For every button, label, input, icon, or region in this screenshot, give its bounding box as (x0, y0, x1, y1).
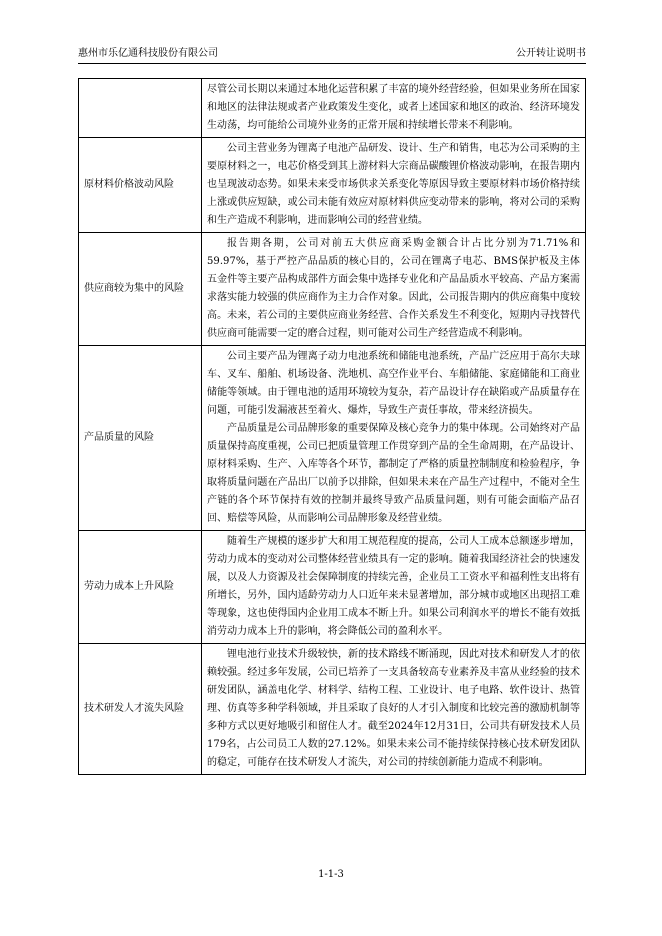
risk-description (202, 233, 586, 346)
risk-description (202, 138, 586, 233)
table-row (79, 644, 586, 775)
table-row (79, 233, 586, 346)
table-row (79, 531, 586, 644)
page-header (78, 47, 586, 63)
risk-label: 技术研发人才流失风险 (79, 644, 202, 775)
risk-label: 原材料价格波动风险 (79, 138, 202, 233)
risk-label: 产品质量的风险 (79, 346, 202, 531)
risk-paragraph: 随着生产规模的逐步扩大和用工规范程度的提高，公司人工成本总额逐步增加，劳动力成本的变动对公司整体经营业绩具有一定的影响。随着我国经济社会的快速发展，以及人力资源及社会保障制度的持续完善，企业员工工资水平和福利性支出将有所增长，另外，国内适龄劳动力人口近年来未显著增加，部分城市或地区出现招工难等现象，这也使得国内企业用工成本不断上升。如果公司利润水平的增长不能有效抵消劳动力成本上升的影响，将会降低公司的盈利水平。 (207, 536, 580, 637)
risk-table (78, 78, 586, 775)
risk-label (79, 79, 202, 138)
document-title: 公开转让说明书 (516, 48, 586, 59)
risk-label: 供应商较为集中的风险 (79, 233, 202, 346)
risk-description (202, 79, 586, 138)
table-row (79, 79, 586, 138)
header-divider (78, 63, 586, 64)
risk-paragraph: 报告期各期，公司对前五大供应商采购金额合计占比分别为71.71%和59.97%，基于严控产品品质的核心目的，公司在锂离子电芯、BMS保护板及主体五金件等主要产品构成部件方面会集中选择专业化和产品品质水平较高、产品方案需求落实能力较强的供应商作为主力合作对象。因此，公司报告期内的供应商集中度较高。未来，若公司的主要供应商业务经营、合作关系发生不利变化，短期内寻找替代供应商可能需要一定的磨合过程，则可能对公司生产经营造成不利影响。 (207, 238, 580, 339)
risk-paragraph: 公司主营业务为锂离子电池产品研发、设计、生产和销售，电芯为公司采购的主要原材料之一，电芯价格受到其上游材料大宗商品碳酸锂价格波动影响，在报告期内也呈现波动态势。如果未来受市场供求关系变化等原因导致主要原材料市场价格持续上涨或供应短缺，或公司未能有效应对原材料供应变动带来的影响，将对公司的采购和生产造成不利影响，进而影响公司的经营业绩。 (207, 143, 580, 226)
risk-paragraph: 产品质量是公司品牌形象的重要保障及核心竞争力的集中体现。公司始终对产品质量保持高度重视，公司已把质量管理工作贯穿到产品的全生命周期，在产品设计、原材料采购、生产、入库等各个环节，都制定了严格的质量控制制度和检验程序，争取将质量问题在产品出厂以前予以排除，但如果未来在产品生产过程中，不能对全生产链的各个环节保持有效的控制并最终导致产品质量问题，则有可能会面临产品召回、赔偿等风险，从而影响公司品牌形象及经营业绩。 (207, 423, 580, 524)
risk-label: 劳动力成本上升风险 (79, 531, 202, 644)
risk-paragraph: 尽管公司长期以来通过本地化运营积累了丰富的境外经营经验，但如果业务所在国家和地区的法律法规或者产业政策发生变化，或者上述国家和地区的政治、经济环境发生动荡，均可能给公司境外业务的正常开展和持续增长带来不利影响。 (207, 84, 580, 131)
risk-description (202, 644, 586, 775)
table-row (79, 138, 586, 233)
risk-paragraph: 锂电池行业技术升级较快，新的技术路线不断涌现，因此对技术和研发人才的依赖较强。经过多年发展，公司已培养了一支具备较高专业素养及丰富从业经验的技术研发团队，涵盖电化学、材料学、结构工程、工业设计、电子电路、软件设计、热管理、仿真等多种学科领域，并且采取了良好的人才引入制度和比较完善的激励机制等多种方式以更好地吸引和留住人才。截至2024年12月31日，公司共有研发技术人员179名，占公司员工人数的27.12%。如果未来公司不能持续保持核心技术研发团队的稳定，可能存在技术研发人才流失，对公司的持续创新能力造成不利影响。 (207, 649, 580, 768)
table-row (79, 346, 586, 531)
page-number: 1-1-3 (318, 869, 344, 880)
company-name: 惠州市乐亿通科技股份有限公司 (78, 48, 218, 59)
risk-description (202, 531, 586, 644)
risk-paragraph: 公司主要产品为锂离子动力电池系统和储能电池系统，产品广泛应用于高尔夫球车、叉车、船舶、机场设备、洗地机、高空作业平台、车船储能、家庭储能和工商业储能等领域。由于锂电池的适用环境较为复杂，若产品设计存在缺陷或产品质量存在问题，可能引发漏液甚至着火、爆炸，导致生产责任事故，带来经济损失。 (207, 351, 580, 416)
risk-description (202, 346, 586, 531)
